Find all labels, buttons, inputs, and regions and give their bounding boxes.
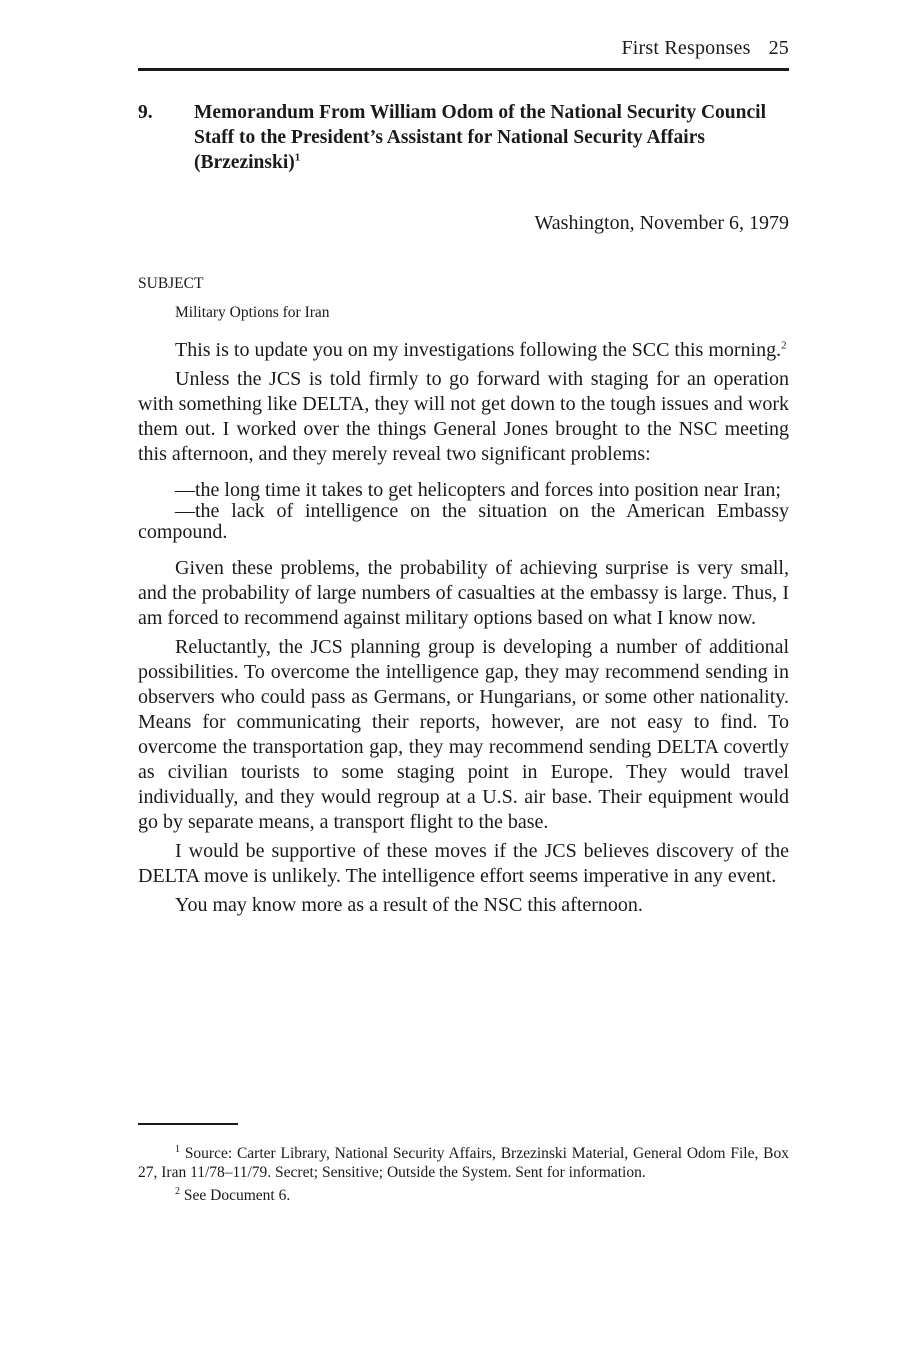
- footnote-1: [138, 1144, 789, 1182]
- problem-item-1: —the long time it takes to get helicopters and forces into position near Iran;: [175, 479, 781, 501]
- document-title: [194, 100, 789, 175]
- running-head-section: First Responses: [621, 37, 751, 59]
- header-rule: [138, 68, 789, 71]
- document-number: 9.: [138, 102, 153, 123]
- page-number: 25: [768, 37, 789, 59]
- footnote-2-text: See Document 6.: [183, 1187, 291, 1204]
- footnote-2-marker: 2: [175, 1185, 180, 1197]
- body-paragraph-1-text: This is to update you on my investigations following the SCC this morning.: [175, 339, 782, 361]
- body-paragraph-3: Given these problems, the probability of achieving surprise is very small, and the probability of large numbers of casualties at the embassy is large. Thus, I am forced to recommend against military options based on what I know now.: [138, 557, 789, 629]
- footnote-1-marker: 1: [175, 1143, 180, 1155]
- footnote-ref-2[interactable]: 2: [781, 339, 787, 352]
- body-paragraph-5: I would be supportive of these moves if the JCS believes discovery of the DELTA move is unlikely. The intelligence effort seems imperative in any event.: [138, 840, 789, 887]
- footnotes: [138, 1144, 789, 1209]
- problem-list: [138, 480, 789, 543]
- problem-item-2: —the lack of intelligence on the situation on the American Embassy compound.: [138, 500, 789, 543]
- footnote-rule: [138, 1123, 238, 1125]
- body-paragraph-1: [138, 338, 789, 363]
- running-head: [621, 37, 789, 60]
- subject-text: Military Options for Iran: [175, 304, 330, 321]
- footnote-2: [138, 1186, 789, 1205]
- body-paragraph-6: You may know more as a result of the NSC this afternoon.: [175, 894, 643, 916]
- memo-body: [138, 338, 789, 922]
- body-paragraph-2: Unless the JCS is told firmly to go forward with staging for an operation with something like DELTA, they will not get down to the tough issues and work them out. I worked over the things General Jones brought to the NSC meeting this afternoon, and they merely reveal two significant problems:: [138, 368, 789, 465]
- footnote-ref-1[interactable]: 1: [294, 151, 301, 164]
- subject-label: SUBJECT: [138, 275, 204, 292]
- document-title-text: Memorandum From William Odom of the National Security Council Staff to the President’s Assistant for National Security Affairs (Brzezinski): [194, 102, 766, 173]
- dateline: Washington, November 6, 1979: [534, 212, 789, 234]
- body-paragraph-4: Reluctantly, the JCS planning group is developing a number of additional possibilities. To overcome the intelligence gap, they may recommend sending in observers who could pass as Germans, or Hungarians, or some other nationality. Means for communicating their reports, however, are not easy to find. To overcome the transportation gap, they may recommend sending DELTA covertly as civilian tourists to some staging point in Europe. They would travel individually, and they would regroup at a U.S. air base. Their equipment would go by separate means, a transport flight to the base.: [138, 636, 789, 833]
- footnote-1-text: Source: Carter Library, National Security Affairs, Brzezinski Material, General Odom File, Box 27, Iran 11/78–11/79. Secret; Sensitive; Outside the System. Sent for information.: [138, 1145, 790, 1181]
